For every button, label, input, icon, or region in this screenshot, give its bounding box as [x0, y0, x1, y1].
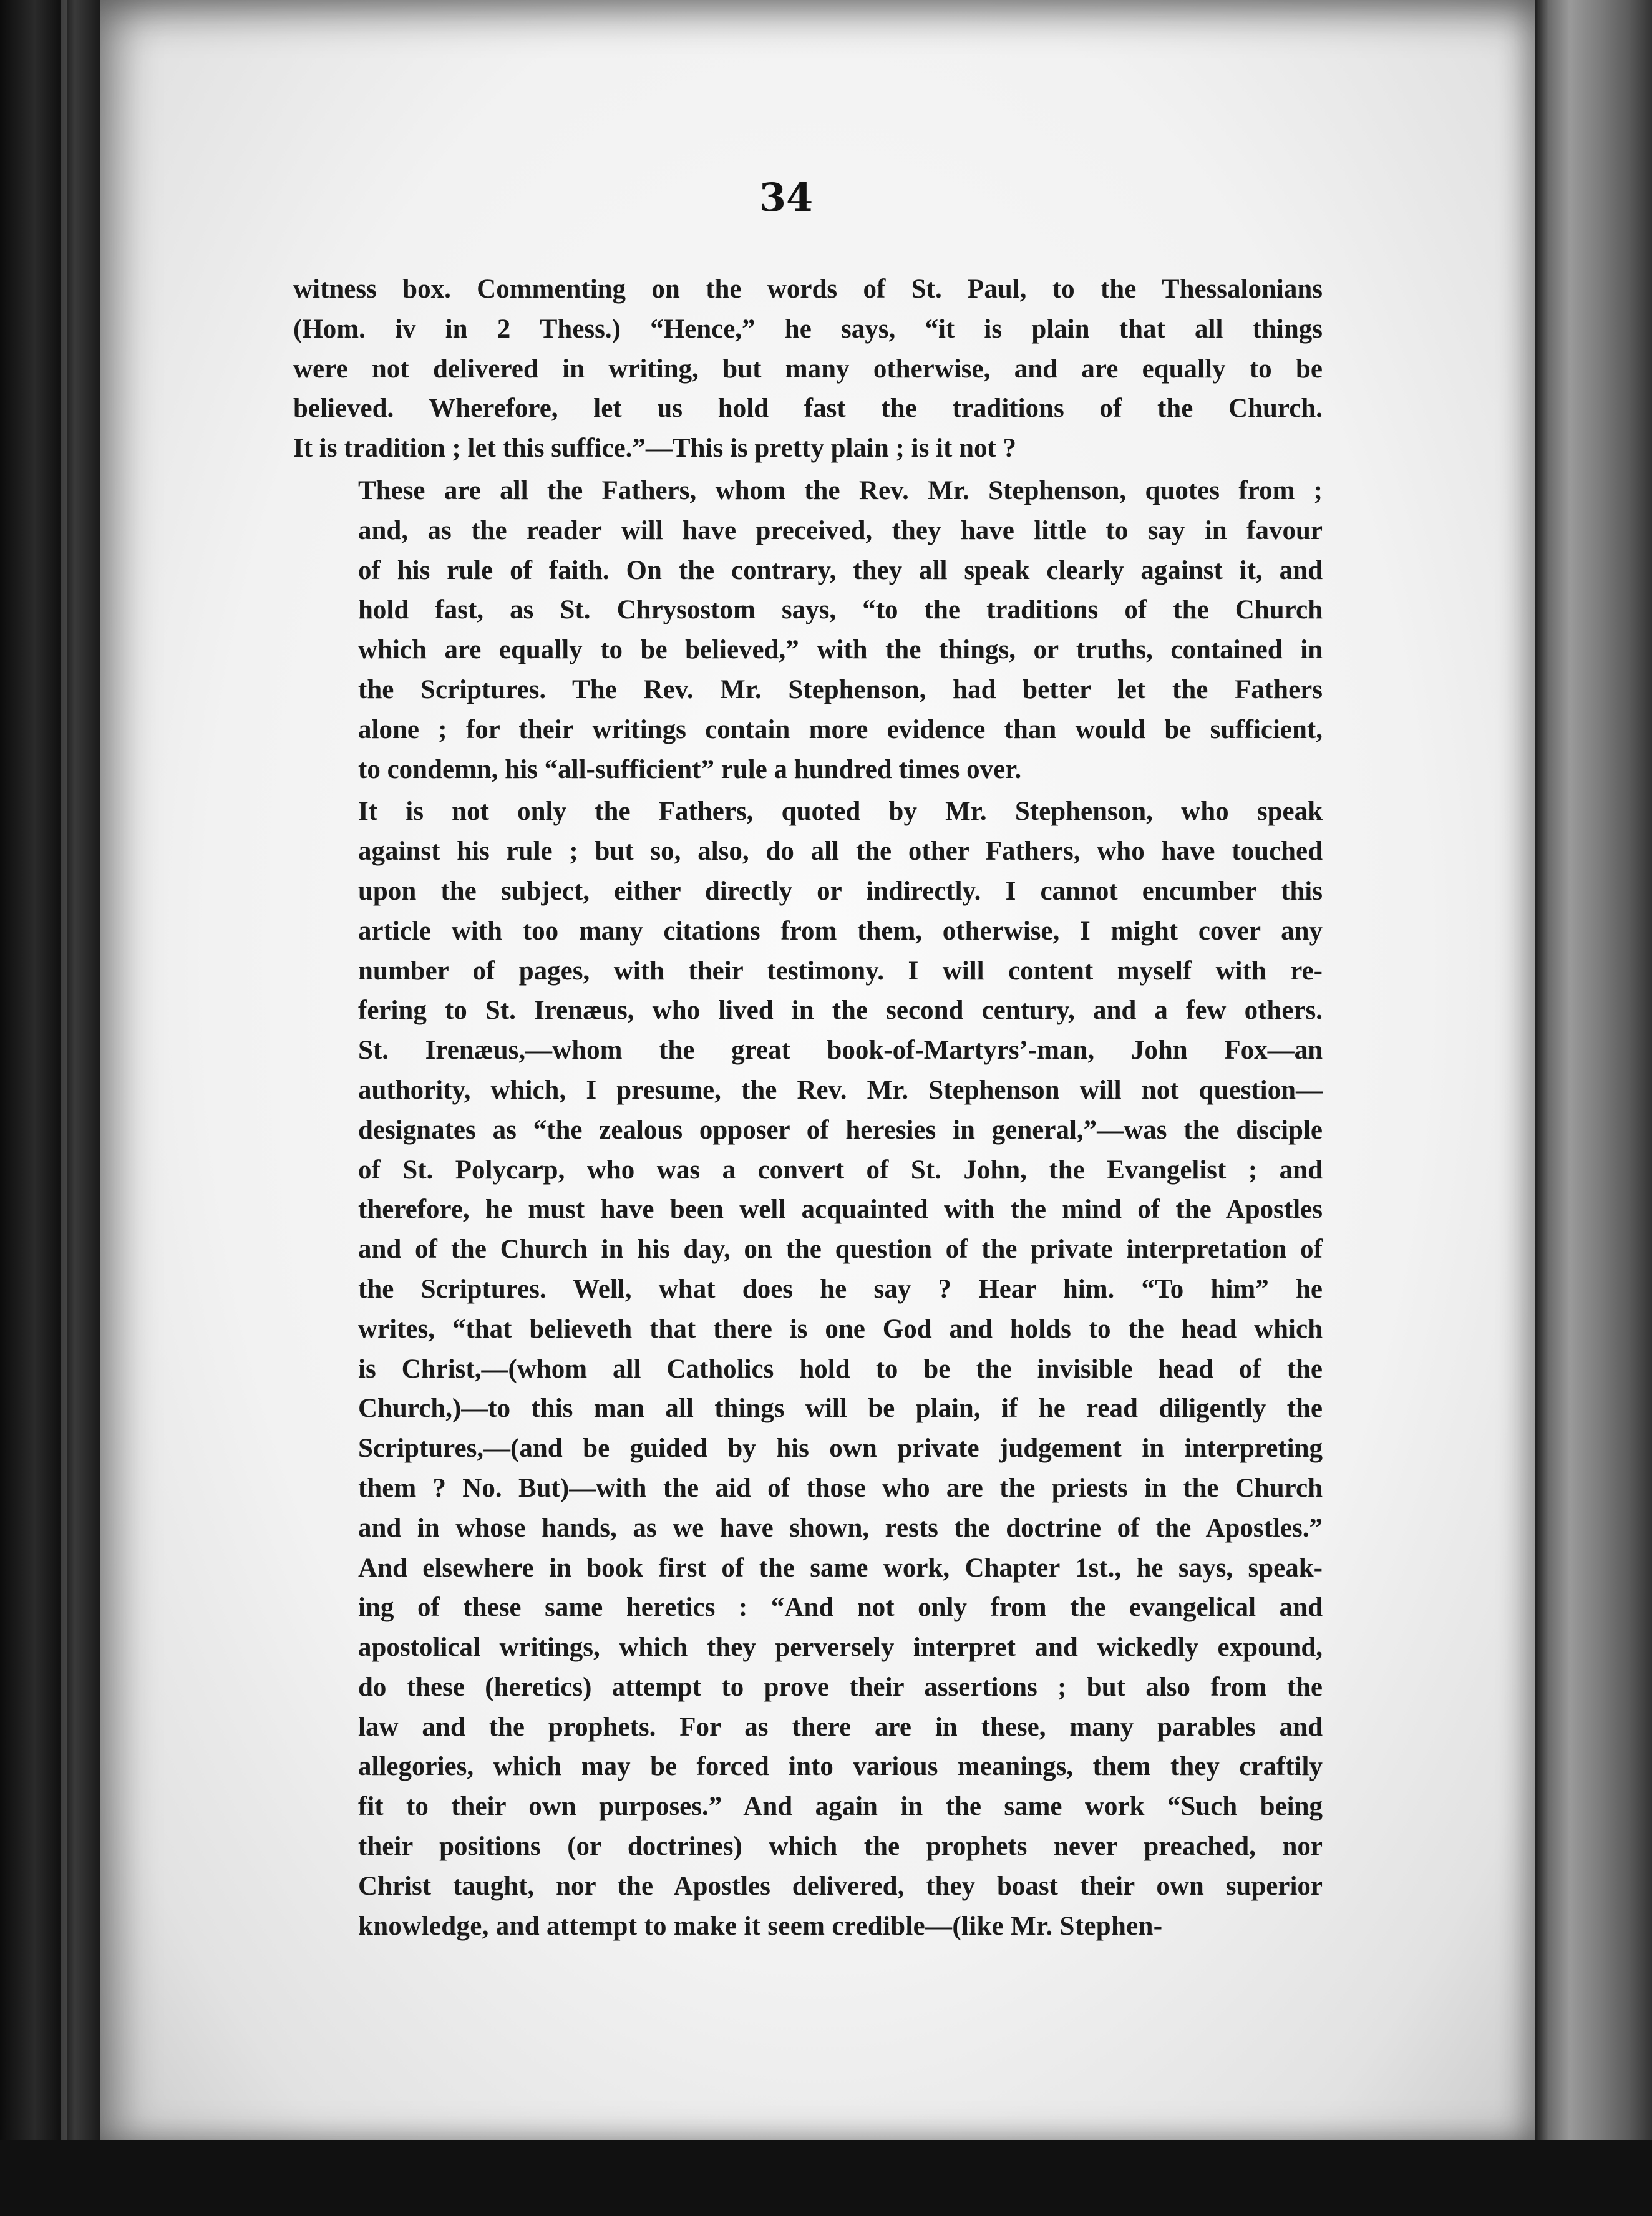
right-scan-margin — [1535, 0, 1652, 2216]
text-line: is Christ,—(whom all Catholics hold to be the invisible head of the — [358, 1354, 1323, 1384]
text-line: Scriptures,—(and be guided by his own private judgement in interpreting — [358, 1434, 1323, 1464]
text-line: upon the subject, either directly or indirectly. I cannot encumber this — [358, 876, 1323, 906]
text-line: witness box. Commenting on the words of St. Paul, to the Thessalonians — [293, 275, 1323, 304]
text-line: the Scriptures. The Rev. Mr. Stephenson, had better let the Fathers — [358, 674, 1323, 704]
text-line: allegories, which may be forced into various meanings, them they craftily — [358, 1752, 1323, 1782]
paragraph — [293, 270, 1323, 469]
paragraph — [293, 471, 1323, 789]
bottom-scan-margin — [0, 2140, 1652, 2216]
body-text — [293, 270, 1323, 1948]
text-line: the Scriptures. Well, what does he say ? Hear him. “To him” he — [358, 1274, 1323, 1304]
text-line: do these (heretics) attempt to prove their assertions ; but also from the — [358, 1672, 1323, 1702]
text-line: knowledge, and attempt to make it seem credible—(like Mr. Stephen- — [358, 1911, 1163, 1941]
text-line: and, as the reader will have preceived, they have little to say in favour — [358, 515, 1323, 545]
left-scan-margin — [0, 0, 100, 2216]
text-line: article with too many citations from them, otherwise, I might cover any — [358, 916, 1323, 946]
text-line: (Hom. iv in 2 Thess.) “Hence,” he says, “it is plain that all things — [293, 314, 1323, 344]
text-line: number of pages, with their testimony. I will content myself with re- — [358, 956, 1323, 986]
binding-edge — [61, 0, 67, 2216]
text-line: And elsewhere in book first of the same work, Chapter 1st., he says, speak- — [358, 1553, 1323, 1583]
text-line: of St. Polycarp, who was a convert of St. John, the Evangelist ; and — [358, 1155, 1323, 1185]
paragraph — [293, 792, 1323, 1946]
text-line: authority, which, I presume, the Rev. Mr. Stephenson will not question— — [358, 1075, 1323, 1105]
text-line: alone ; for their writings contain more evidence than would be sufficient, — [358, 714, 1323, 744]
text-line: which are equally to be believed,” with the things, or truths, contained in — [358, 635, 1323, 665]
text-line: believed. Wherefore, let us hold fast the traditions of the Church. — [293, 394, 1323, 424]
text-line: and in whose hands, as we have shown, rests the doctrine of the Apostles.” — [358, 1513, 1323, 1543]
text-line: were not delivered in writing, but many otherwise, and are equally to be — [293, 354, 1323, 384]
text-line: to condemn, his “all-sufficient” rule a hundred times over. — [358, 754, 1022, 784]
text-line: Christ taught, nor the Apostles delivered, they boast their own superior — [358, 1871, 1323, 1901]
text-line: writes, “that believeth that there is one God and holds to the head which — [358, 1314, 1323, 1344]
text-line: It is tradition ; let this suffice.”—This is pretty plain ; is it not ? — [293, 434, 1017, 464]
text-line: fit to their own purposes.” And again in the same work “Such being — [358, 1792, 1323, 1822]
page-number: 34 — [759, 175, 814, 220]
text-line: them ? No. But)—with the aid of those who are the priests in the Church — [358, 1473, 1323, 1503]
text-line: therefore, he must have been well acquainted with the mind of the Apostles — [358, 1195, 1323, 1225]
text-line: designates as “the zealous opposer of heresies in general,”—was the disciple — [358, 1115, 1323, 1145]
text-line: law and the prophets. For as there are in these, many parables and — [358, 1712, 1323, 1742]
text-line: of his rule of faith. On the contrary, they all speak clearly against it, and — [358, 555, 1323, 585]
text-line: apostolical writings, which they perversely interpret and wickedly expound, — [358, 1633, 1323, 1663]
text-line: hold fast, as St. Chrysostom says, “to the traditions of the Church — [358, 595, 1323, 625]
text-line: against his rule ; but so, also, do all the other Fathers, who have touched — [358, 837, 1323, 867]
text-line: and of the Church in his day, on the question of the private interpretation of — [358, 1235, 1323, 1265]
text-line: These are all the Fathers, whom the Rev. Mr. Stephenson, quotes from ; — [358, 475, 1323, 505]
text-line: Church,)—to this man all things will be plain, if he read diligently the — [358, 1394, 1323, 1424]
text-line: ing of these same heretics : “And not only from the evangelical and — [358, 1593, 1323, 1623]
text-line: their positions (or doctrines) which the prophets never preached, nor — [358, 1832, 1323, 1862]
text-line: fering to St. Irenæus, who lived in the second century, and a few others. — [358, 996, 1323, 1026]
text-line: St. Irenæus,—whom the great book-of-Martyrs’-man, John Fox—an — [358, 1036, 1323, 1066]
text-line: It is not only the Fathers, quoted by Mr. Stephenson, who speak — [358, 797, 1323, 827]
